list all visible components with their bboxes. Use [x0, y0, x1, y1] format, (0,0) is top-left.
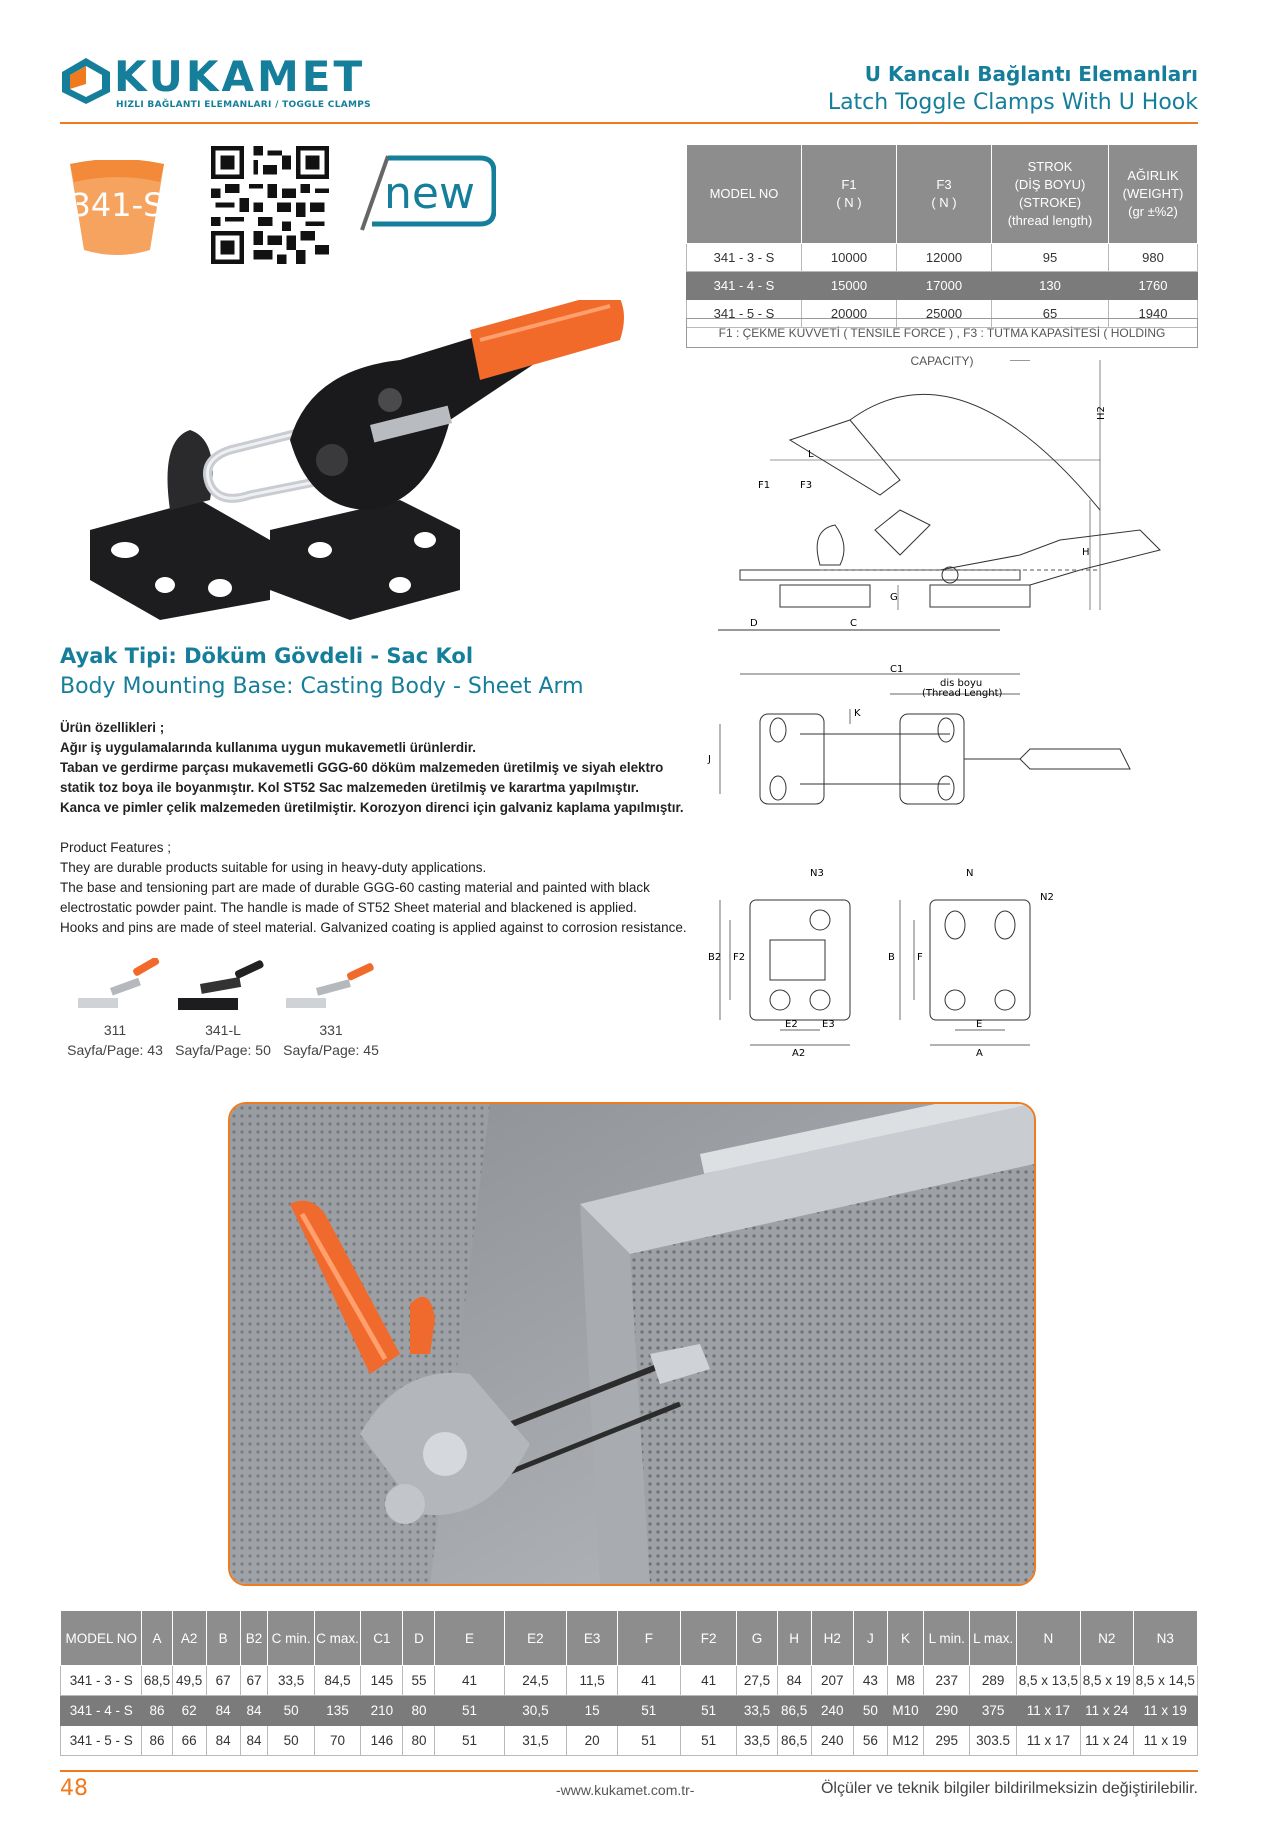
dimension-table-header	[61, 1611, 1198, 1666]
table-cell: 51	[680, 1726, 737, 1756]
table-cell: 50	[853, 1696, 887, 1726]
table-cell: 240	[811, 1726, 853, 1756]
table-cell: 33,5	[268, 1666, 314, 1696]
table-cell: 20	[567, 1726, 618, 1756]
table-cell: 11 x 19	[1133, 1726, 1197, 1756]
table-cell: 295	[924, 1726, 970, 1756]
table-cell: 84	[240, 1726, 268, 1756]
table-cell: 51	[680, 1696, 737, 1726]
table-cell: 341 - 5 - S	[687, 300, 802, 328]
table-cell: 303.5	[970, 1726, 1016, 1756]
table-row	[61, 1696, 1198, 1726]
dim-B2-label: B2	[708, 952, 722, 963]
spec-col-weight: AĞIRLIK (WEIGHT) (gr ±%2)	[1109, 145, 1198, 244]
table-cell: 289	[970, 1666, 1016, 1696]
dim-col-header: N2	[1080, 1611, 1133, 1666]
application-photo	[228, 1102, 1036, 1586]
thread-label: dis boyu	[940, 678, 983, 689]
table-cell: 65	[992, 300, 1109, 328]
related-product-341l-image[interactable]	[170, 958, 270, 1018]
dim-col-header: F2	[680, 1611, 737, 1666]
table-cell: 51	[435, 1726, 504, 1756]
dim-C1-label: C1	[890, 664, 904, 675]
new-label: new	[384, 168, 475, 219]
dim-C-label: C	[850, 618, 857, 629]
table-cell: 62	[172, 1696, 206, 1726]
table-cell: 50	[268, 1696, 314, 1726]
dim-H-label: H	[1082, 547, 1090, 558]
features-en	[60, 838, 687, 938]
table-cell: 135	[314, 1696, 360, 1726]
dim-G-label: G	[890, 592, 898, 603]
table-cell: 95	[992, 244, 1109, 272]
related-product-331[interactable]: 331 Sayfa/Page: 45	[283, 1022, 379, 1058]
dim-col-header: L min.	[924, 1611, 970, 1666]
features-tr-line: statik toz boya ile boyanmıştır. Kol ST52 Sac malzemeden üretilmiş ve karartma yapılmıştır.	[60, 780, 640, 795]
qr-code-icon[interactable]	[210, 146, 330, 264]
dim-F3-label: F3	[800, 480, 813, 491]
table-cell: 17000	[897, 272, 992, 300]
table-row	[61, 1726, 1198, 1756]
table-cell: 290	[924, 1696, 970, 1726]
dim-col-header: K	[887, 1611, 923, 1666]
table-cell: 70	[314, 1726, 360, 1756]
table-cell: 41	[617, 1666, 680, 1696]
table-cell: 341 - 4 - S	[61, 1696, 142, 1726]
dim-N2-label: N2	[1040, 892, 1054, 903]
table-cell: 31,5	[504, 1726, 567, 1756]
brand-subtitle: HIZLI BAĞLANTI ELEMANLARI / TOGGLE CLAMPS	[116, 100, 371, 110]
table-cell: 341 - 3 - S	[61, 1666, 142, 1696]
table-row	[687, 272, 1198, 300]
table-cell: 27,5	[737, 1666, 777, 1696]
table-cell: 84	[206, 1696, 240, 1726]
related-product-311-image[interactable]	[70, 958, 170, 1018]
kukamet-logo-icon	[60, 56, 112, 106]
table-cell: 210	[361, 1696, 403, 1726]
dim-F-label: F	[917, 952, 923, 963]
table-cell: 41	[680, 1666, 737, 1696]
dimension-table	[60, 1610, 1198, 1756]
dim-F1-label: F1	[758, 480, 771, 491]
dim-col-header: N	[1016, 1611, 1080, 1666]
dim-col-header: A2	[172, 1611, 206, 1666]
table-cell: 11 x 17	[1016, 1696, 1080, 1726]
spec-col-model: MODEL NO	[687, 145, 802, 244]
spec-table	[686, 144, 1198, 328]
table-cell: 51	[435, 1696, 504, 1726]
table-cell: 30,5	[504, 1696, 567, 1726]
related-product-341l[interactable]: 341-L Sayfa/Page: 50	[175, 1022, 271, 1058]
dim-F2-label: F2	[733, 952, 746, 963]
section-title-en: Body Mounting Base: Casting Body - Sheet Arm	[60, 674, 584, 699]
table-cell: 25000	[897, 300, 992, 328]
table-cell: 33,5	[737, 1696, 777, 1726]
table-cell: 8,5 x 13,5	[1016, 1666, 1080, 1696]
website-link[interactable]: -www.kukamet.com.tr-	[556, 1782, 695, 1798]
table-cell: 341 - 5 - S	[61, 1726, 142, 1756]
page-number: 48	[60, 1776, 88, 1801]
base-rear-drawing	[880, 860, 1110, 1060]
table-cell: 15	[567, 1696, 618, 1726]
table-cell: 341 - 4 - S	[687, 272, 802, 300]
footer-divider	[60, 1770, 1198, 1772]
table-cell: M12	[887, 1726, 923, 1756]
table-cell: 84,5	[314, 1666, 360, 1696]
table-cell: 240	[811, 1696, 853, 1726]
table-cell: 375	[970, 1696, 1016, 1726]
table-cell: 10000	[802, 244, 897, 272]
table-cell: 207	[811, 1666, 853, 1696]
page-title-tr: U Kancalı Bağlantı Elemanları	[864, 62, 1198, 86]
dim-E3-label: E3	[822, 1019, 835, 1030]
spec-note: F1 : ÇEKME KUVVETİ ( TENSILE FORCE ) , F3 : TUTMA KAPASİTESİ ( HOLDING CAPACITY)	[686, 318, 1198, 348]
table-cell: 86,5	[777, 1696, 811, 1726]
features-tr-line: Kanca ve pimler çelik malzemeden üretilmiştir. Korozyon direnci için galvaniz kaplama yapılmıştır.	[60, 800, 684, 815]
brand-name: KUKAMET	[114, 52, 366, 101]
features-tr-line: Taban ve gerdirme parçası mukavemetli GGG-60 döküm malzemeden üretilmiş ve siyah elektro	[60, 760, 664, 775]
table-cell: 86	[142, 1726, 172, 1756]
table-row	[61, 1666, 1198, 1696]
dim-col-header: B2	[240, 1611, 268, 1666]
table-cell: 237	[924, 1666, 970, 1696]
features-en-line: Hooks and pins are made of steel material. Galvanized coating is applied against to corrosion resistance.	[60, 920, 687, 935]
spec-col-stroke: STROK (DİŞ BOYU) (STROKE) (thread length)	[992, 145, 1109, 244]
table-cell: 66	[172, 1726, 206, 1756]
features-en-line: They are durable products suitable for using in heavy-duty applications.	[60, 860, 487, 875]
dim-col-header: L max.	[970, 1611, 1016, 1666]
table-cell: 20000	[802, 300, 897, 328]
table-cell: 11,5	[567, 1666, 618, 1696]
product-photo	[70, 300, 660, 630]
table-cell: 55	[403, 1666, 435, 1696]
table-cell: 68,5	[142, 1666, 172, 1696]
features-tr-line: Ağır iş uygulamalarında kullanıma uygun mukavemetli ürünlerdir.	[60, 740, 476, 755]
table-cell: 8,5 x 14,5	[1133, 1666, 1197, 1696]
table-cell: 84	[777, 1666, 811, 1696]
dim-col-header: C1	[361, 1611, 403, 1666]
table-cell: 41	[435, 1666, 504, 1696]
table-cell: 80	[403, 1696, 435, 1726]
table-cell: 43	[853, 1666, 887, 1696]
dim-K-label: K	[854, 708, 861, 719]
dim-E-label: E	[976, 1019, 983, 1030]
features-en-line: Product Features ;	[60, 840, 172, 855]
table-cell: 86	[142, 1696, 172, 1726]
dim-col-header: D	[403, 1611, 435, 1666]
page-title-en: Latch Toggle Clamps With U Hook	[827, 90, 1198, 115]
table-cell: 11 x 19	[1133, 1696, 1197, 1726]
features-tr-line: Ürün özellikleri ;	[60, 720, 165, 735]
dim-col-header: C max.	[314, 1611, 360, 1666]
dim-B-label: B	[888, 952, 895, 963]
table-cell: 12000	[897, 244, 992, 272]
table-cell: 80	[403, 1726, 435, 1756]
side-view-drawing	[700, 360, 1200, 660]
table-cell: M10	[887, 1696, 923, 1726]
table-cell: 86,5	[777, 1726, 811, 1756]
table-cell: 11 x 24	[1080, 1696, 1133, 1726]
table-cell: 8,5 x 19	[1080, 1666, 1133, 1696]
thread-en-label: (Thread Lenght)	[922, 688, 1003, 699]
section-title-tr: Ayak Tipi: Döküm Gövdeli - Sac Kol	[60, 644, 474, 668]
dim-col-header: H2	[811, 1611, 853, 1666]
dim-E2-label: E2	[785, 1019, 798, 1030]
dim-D-label: D	[750, 618, 758, 629]
table-cell: 56	[853, 1726, 887, 1756]
dim-col-header: C min.	[268, 1611, 314, 1666]
table-cell: 11 x 17	[1016, 1726, 1080, 1756]
table-cell: 980	[1109, 244, 1198, 272]
table-cell: 15000	[802, 272, 897, 300]
dim-col-header: N3	[1133, 1611, 1197, 1666]
dim-col-header: G	[737, 1611, 777, 1666]
table-cell: 146	[361, 1726, 403, 1756]
features-tr	[60, 718, 684, 818]
table-cell: 49,5	[172, 1666, 206, 1696]
dim-col-header: A	[142, 1611, 172, 1666]
dim-col-header: E2	[504, 1611, 567, 1666]
table-cell: 1760	[1109, 272, 1198, 300]
top-view-drawing	[700, 664, 1200, 834]
table-cell: 11 x 24	[1080, 1726, 1133, 1756]
dim-A2-label: A2	[792, 1048, 806, 1059]
features-en-line: electrostatic powder paint. The handle is made of ST52 Sheet material and blackened is applied.	[60, 900, 637, 915]
dim-col-header: J	[853, 1611, 887, 1666]
dim-col-header: F	[617, 1611, 680, 1666]
dim-N-label: N	[966, 868, 974, 879]
table-cell: 1940	[1109, 300, 1198, 328]
table-cell: 84	[206, 1726, 240, 1756]
footer-note: Ölçüler ve teknik bilgiler bildirilmeksizin değiştirilebilir.	[820, 1780, 1198, 1797]
table-cell: 51	[617, 1696, 680, 1726]
related-product-311[interactable]: 311 Sayfa/Page: 43	[67, 1022, 163, 1058]
table-cell: 50	[268, 1726, 314, 1756]
dim-N3-label: N3	[810, 868, 824, 879]
dim-J-label: J	[708, 754, 711, 765]
dim-A-label: A	[976, 1048, 983, 1059]
table-cell: 341 - 3 - S	[687, 244, 802, 272]
dim-col-header: H	[777, 1611, 811, 1666]
table-cell: 145	[361, 1666, 403, 1696]
table-row	[687, 244, 1198, 272]
dim-col-header: E	[435, 1611, 504, 1666]
spec-col-f1: F1 ( N )	[802, 145, 897, 244]
table-cell: 33,5	[737, 1726, 777, 1756]
table-cell: 51	[617, 1726, 680, 1756]
table-cell: M8	[887, 1666, 923, 1696]
table-cell: 67	[240, 1666, 268, 1696]
table-cell: 24,5	[504, 1666, 567, 1696]
dim-col-header: MODEL NO	[61, 1611, 142, 1666]
table-cell: 84	[240, 1696, 268, 1726]
dim-H2-label: H2	[1096, 406, 1107, 420]
dim-L-label: L	[808, 449, 814, 460]
dim-col-header: E3	[567, 1611, 618, 1666]
table-cell: 67	[206, 1666, 240, 1696]
spec-col-f3: F3 ( N )	[897, 145, 992, 244]
related-product-331-image[interactable]	[280, 958, 380, 1018]
table-cell: 130	[992, 272, 1109, 300]
features-en-line: The base and tensioning part are made of durable GGG-60 casting material and painted with black	[60, 880, 650, 895]
spec-table-header	[687, 145, 1198, 244]
model-badge: 341-S	[70, 186, 164, 224]
dim-col-header: B	[206, 1611, 240, 1666]
header-divider	[60, 122, 1198, 124]
